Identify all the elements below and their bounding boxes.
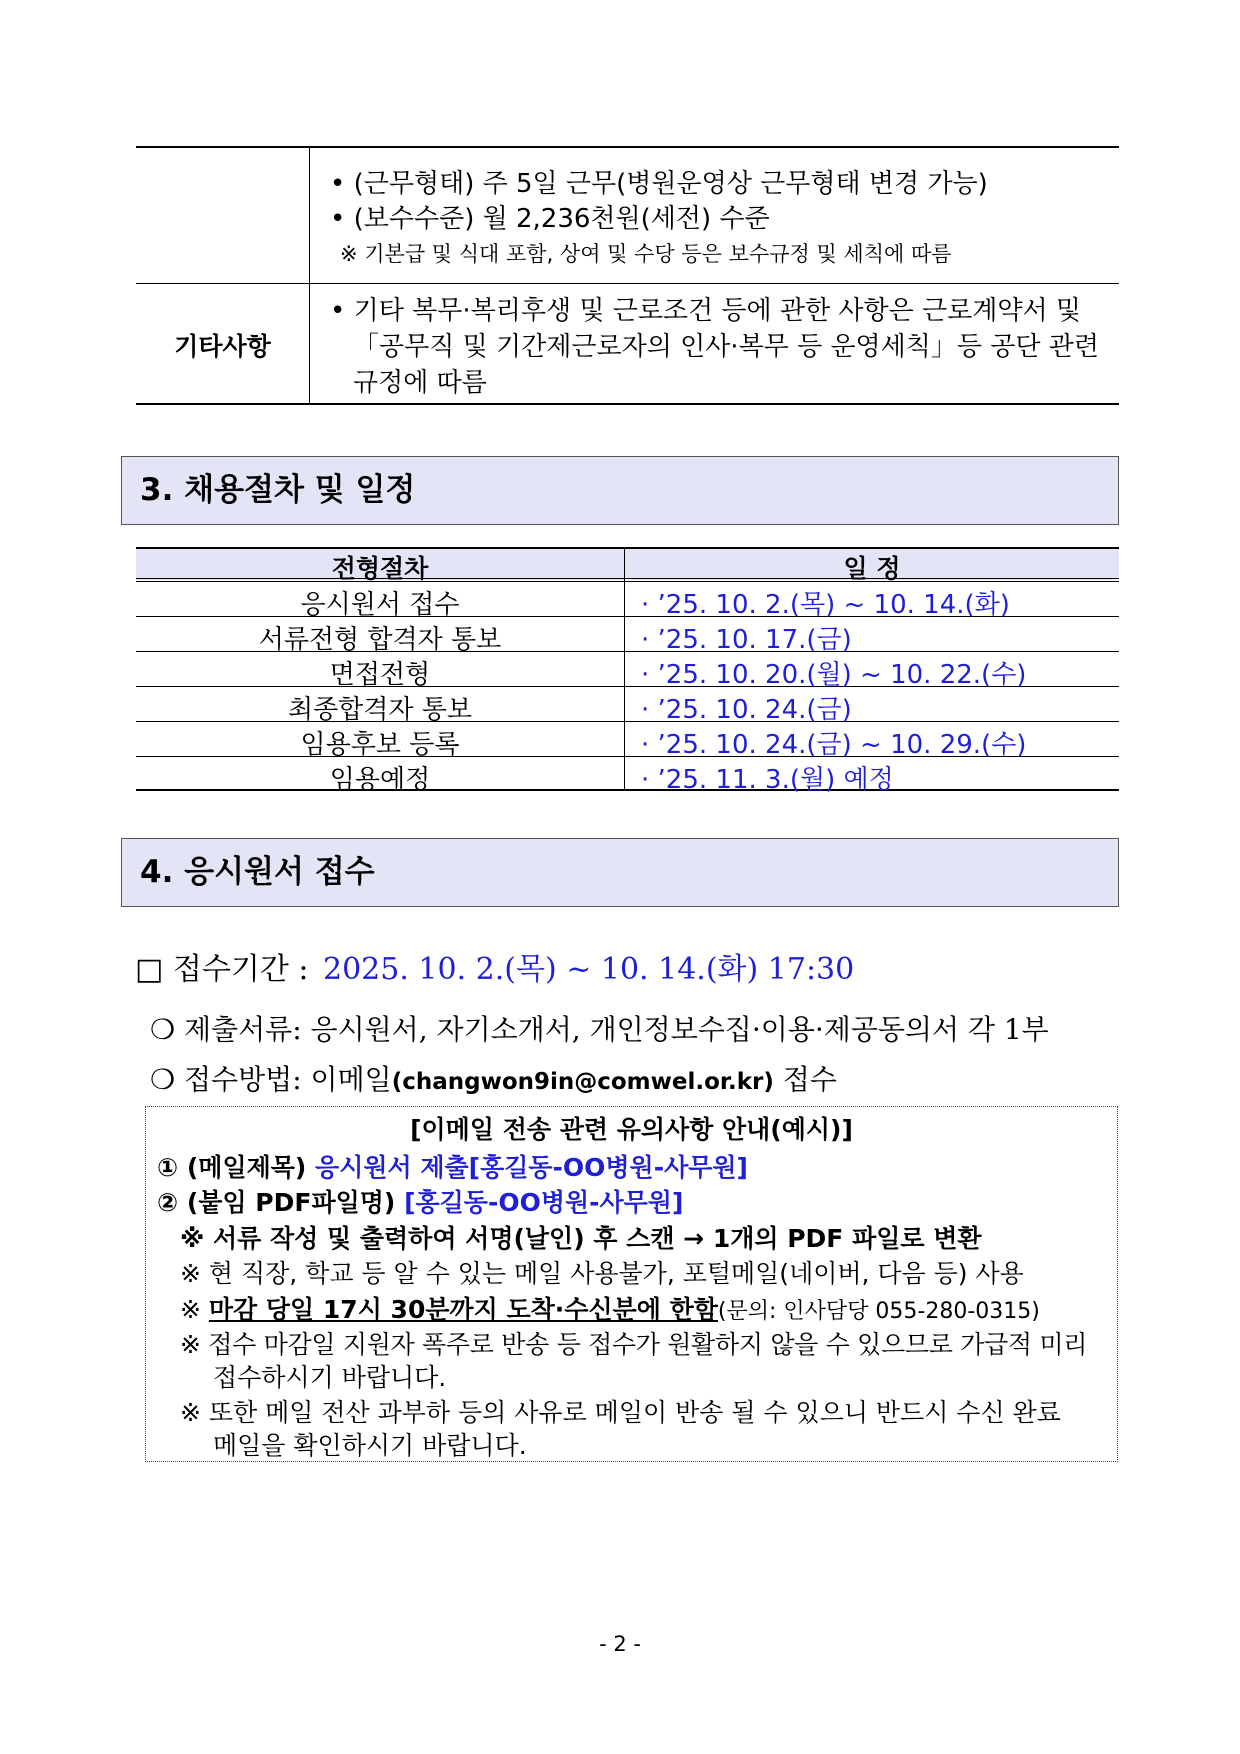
- notice-item-1-label: ① (메일제목): [157, 1153, 307, 1182]
- notice-note-3-deadline: 마감 당일 17시 30분까지 도착·수신분에 한함: [208, 1295, 718, 1324]
- notice-note-2: ※ 현 직장, 학교 등 알 수 있는 메일 사용불가, 포털메일(네이버, 다음 등) 사용: [180, 1259, 1024, 1288]
- documents-line: ❍ 제출서류: 응시원서, 자기소개서, 개인정보수집·이용·제공동의서 각 1부: [150, 1013, 1049, 1046]
- schedule-row: [136, 617, 1119, 655]
- schedule-date: · ’25. 10. 17.(금): [641, 625, 852, 655]
- schedule-row: [136, 582, 1119, 620]
- notice-item-2-label: ② (붙임 PDF파일명): [157, 1188, 396, 1217]
- section-4-header: 4. 응시원서 접수: [121, 838, 1119, 907]
- etc-line-3: 규정에 따름: [353, 368, 487, 398]
- schedule-row: [136, 757, 1119, 795]
- notice-item-1-value: 응시원서 제출[홍길동-OO병원-사무원]: [315, 1153, 748, 1182]
- notice-note-3-prefix: ※: [180, 1295, 209, 1324]
- etc-label: 기타사항: [174, 332, 271, 361]
- salary-bullet: • (보수수준) 월 2,236천원(세전) 수준: [330, 204, 770, 234]
- schedule-header-date: 일 정: [843, 554, 901, 583]
- schedule-step: 응시원서 접수: [300, 590, 460, 620]
- schedule-date: · ’25. 10. 24.(금) ~ 10. 29.(수): [641, 730, 1027, 760]
- notice-item-1: [157, 1148, 748, 1184]
- period-label: □ 접수기간 :: [135, 952, 309, 987]
- notice-note-3-contact: (문의: 인사담당 055-280-0315): [717, 1299, 1040, 1324]
- etc-line-2: 「공무직 및 기간제근로자의 인사·복무 등 운영세칙」등 공단 관련: [353, 332, 1100, 362]
- schedule-header-step: 전형절차: [331, 554, 429, 583]
- schedule-step: 서류전형 합격자 통보: [258, 625, 502, 655]
- section-3-header: 3. 채용절차 및 일정: [121, 456, 1119, 525]
- schedule-row: [136, 722, 1119, 760]
- method-email: (changwon9in@comwel.or.kr): [391, 1069, 774, 1095]
- method-suffix: 접수: [782, 1063, 837, 1096]
- notice-item-2-value: [홍길동-OO병원-사무원]: [404, 1188, 684, 1217]
- notice-note-5-line-1: ※ 또한 메일 전산 과부하 등의 사유로 메일이 반송 될 수 있으니 반드시 수신 완료: [180, 1398, 1061, 1427]
- notice-note-4-line-1: ※ 접수 마감일 지원자 폭주로 반송 등 접수가 원활하지 않을 수 있으므로 가급적 미리: [180, 1330, 1088, 1359]
- method-prefix: ❍ 접수방법: 이메일: [150, 1063, 392, 1096]
- notice-note-5-line-2: 메일을 확인하시기 바랍니다.: [213, 1431, 527, 1460]
- schedule-row: [136, 652, 1119, 690]
- schedule-date: · ’25. 10. 24.(금): [641, 695, 852, 725]
- notice-item-2: [157, 1183, 683, 1219]
- schedule-step: 임용예정: [329, 765, 431, 795]
- notice-title: [이메일 전송 관련 유의사항 안내(예시)]: [410, 1115, 853, 1144]
- notice-note-1: ※ 서류 작성 및 출력하여 서명(날인) 후 스캔 → 1개의 PDF 파일로 변환: [180, 1224, 982, 1253]
- salary-note: ※ 기본급 및 식대 포함, 상여 및 수당 등은 보수규정 및 세칙에 따름: [340, 242, 952, 266]
- schedule-row: [136, 687, 1119, 725]
- page-number: - 2 -: [599, 1632, 641, 1656]
- notice-note-4-line-2: 접수하시기 바랍니다.: [213, 1363, 447, 1392]
- etc-line-1: • 기타 복무·복리후생 및 근로조건 등에 관한 사항은 근로계약서 및: [330, 296, 1081, 326]
- schedule-date: · ’25. 10. 20.(월) ~ 10. 22.(수): [641, 660, 1027, 690]
- period-value: 2025. 10. 2.(목) ~ 10. 14.(화) 17:30: [323, 952, 855, 987]
- schedule-date: · ’25. 11. 3.(월) 예정: [641, 765, 894, 795]
- notice-note-3: [180, 1290, 1040, 1326]
- schedule-step: 최종합격자 통보: [287, 695, 473, 725]
- schedule-step: 임용후보 등록: [300, 730, 460, 760]
- work-type-bullet: • (근무형태) 주 5일 근무(병원운영상 근무형태 변경 가능): [330, 169, 988, 199]
- schedule-date: · ’25. 10. 2.(목) ~ 10. 14.(화): [641, 590, 1010, 620]
- schedule-step: 면접전형: [329, 660, 431, 690]
- method-line: [150, 1058, 837, 1098]
